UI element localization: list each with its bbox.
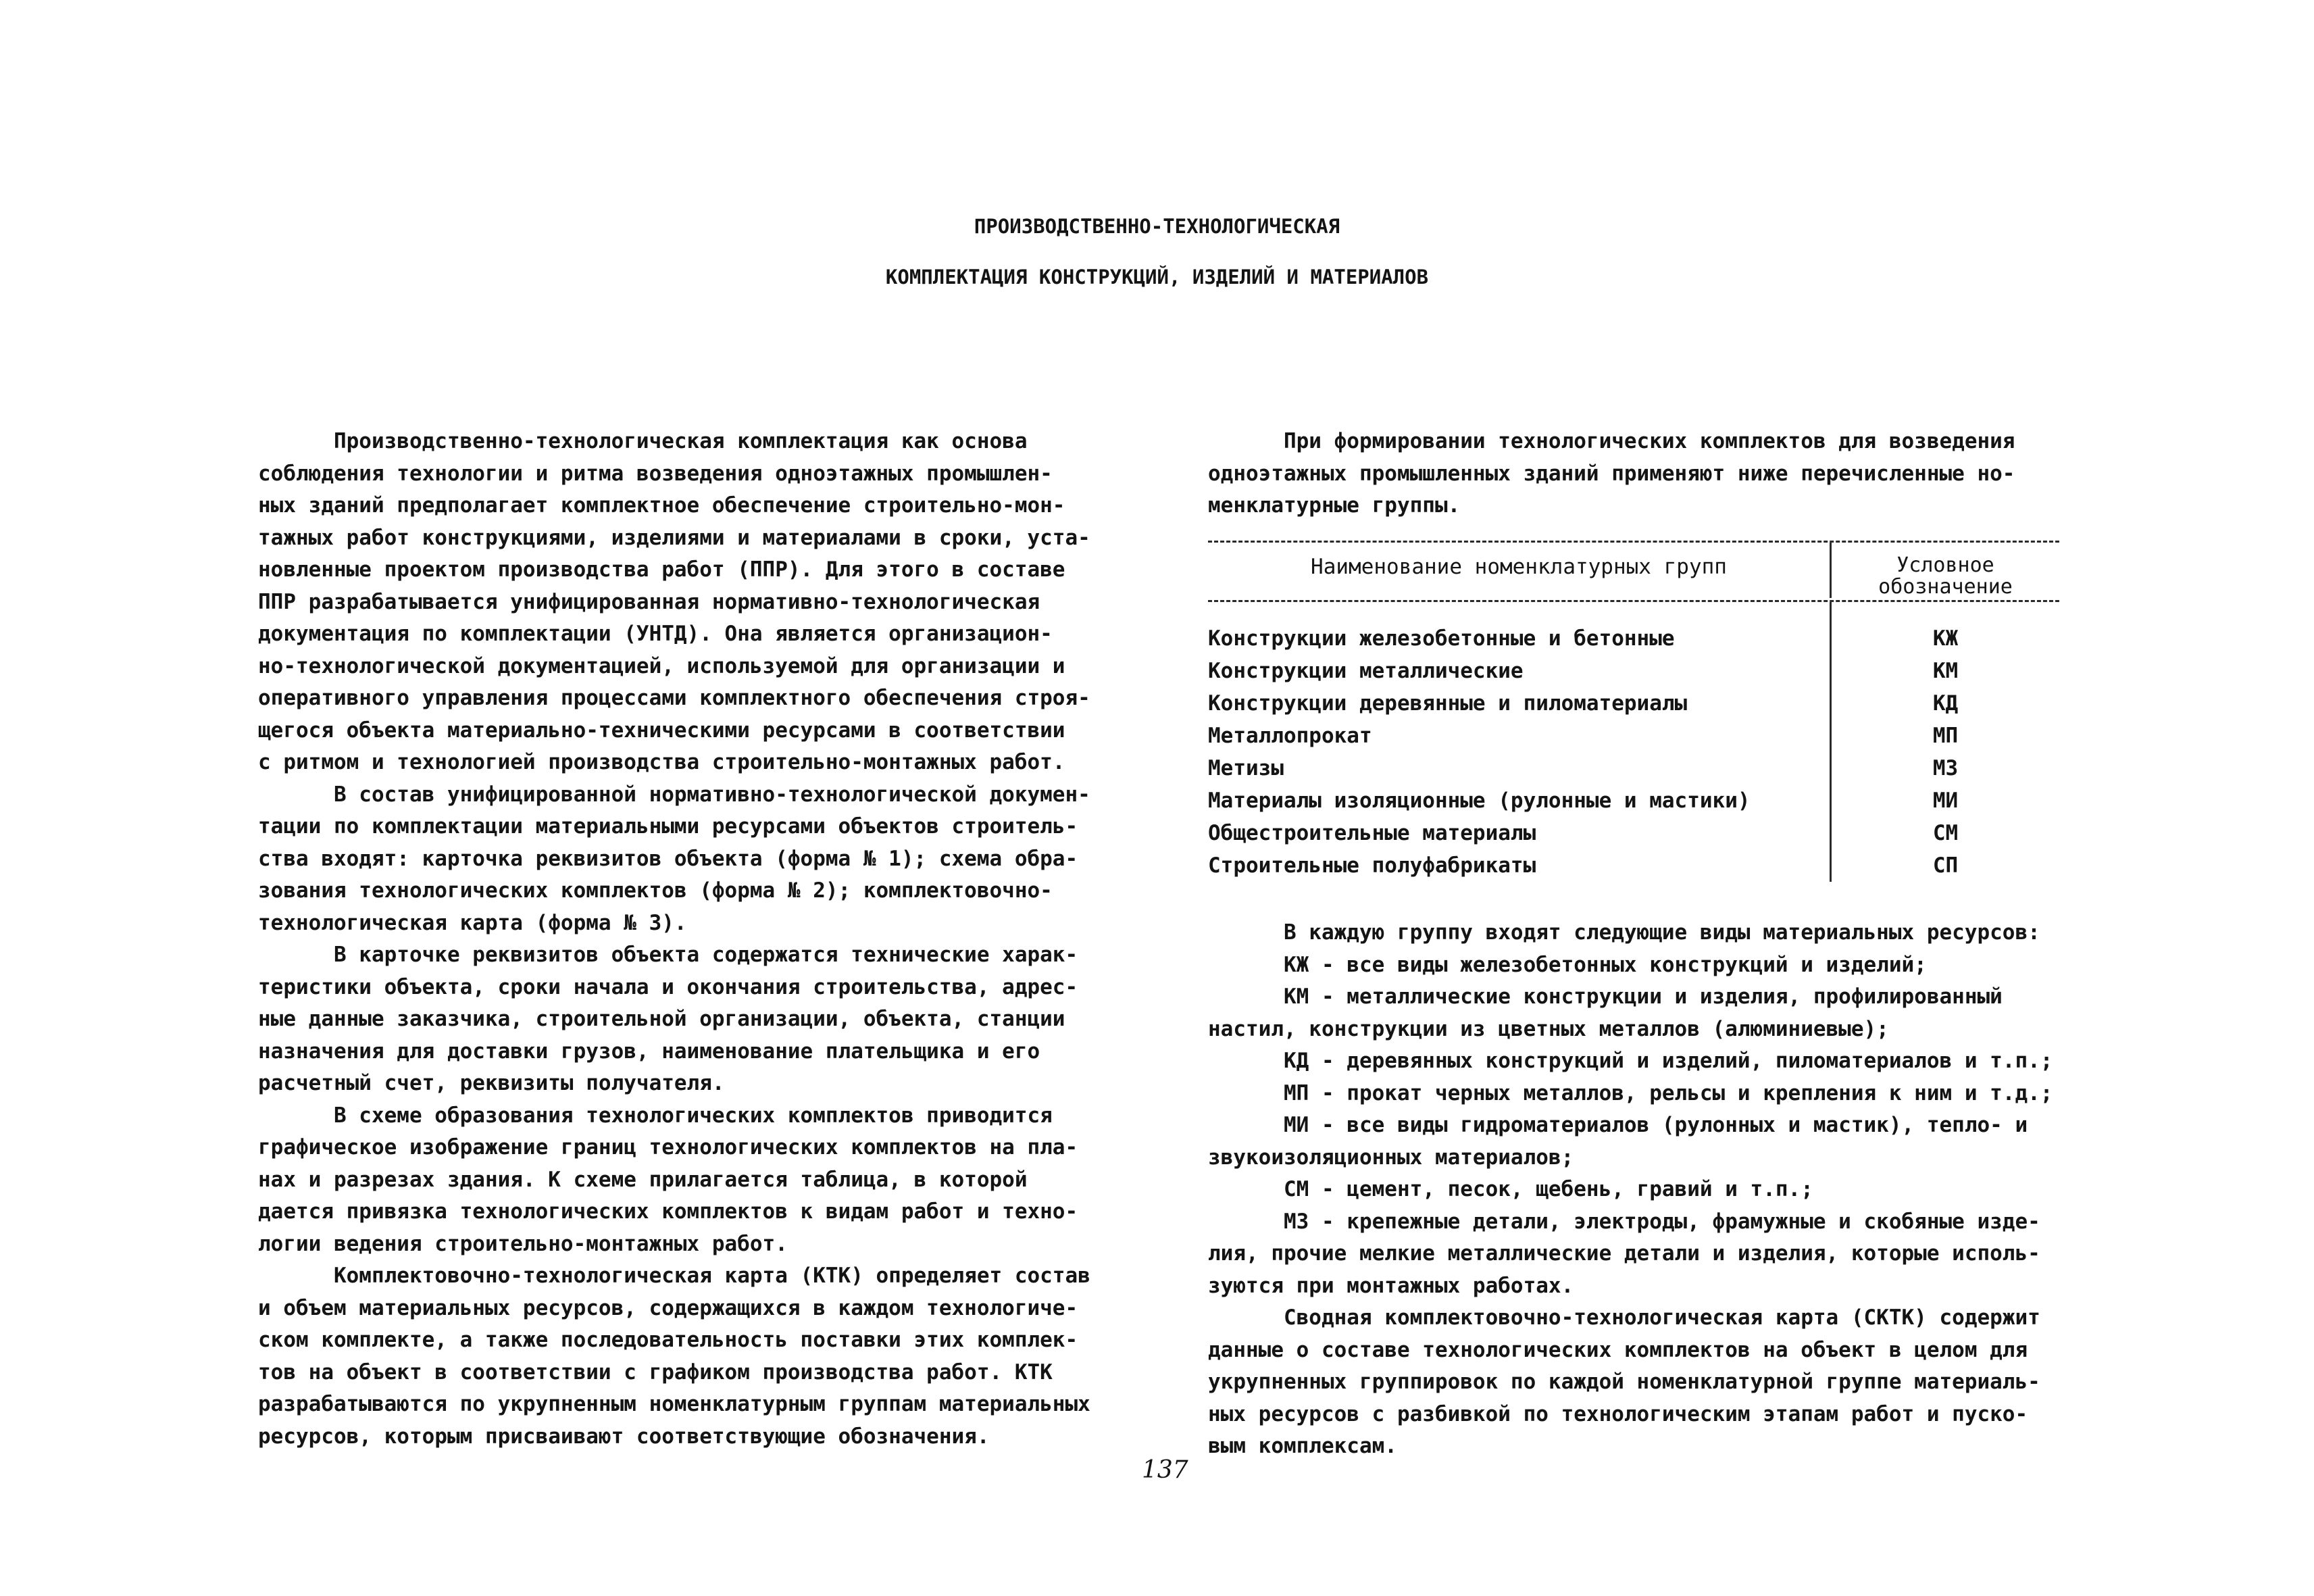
text-line: но-технологической документацией, используемой для организации и: [258, 653, 1065, 678]
text-line: ных зданий предполагает комплектное обеспечение строительно-мон-: [258, 493, 1065, 518]
text-line: с ритмом и технологией производства строительно-монтажных работ.: [258, 750, 1065, 774]
text-line: КМ - металлические конструкции и изделия, профилированный: [1208, 984, 2003, 1009]
text-line: КЖ - все виды железобетонных конструкций и изделий;: [1208, 952, 1927, 977]
text-line: графическое изображение границ технологических комплектов на пла-: [258, 1135, 1078, 1159]
left-text-column: [258, 426, 1136, 1453]
header-code-line-1: Условное: [1896, 553, 1994, 577]
right-intro-text: [1208, 426, 2086, 522]
text-line: новленные проектом производства работ (ППР). Для этого в составе: [258, 557, 1065, 582]
text-line: ресурсов, которым присваивают соответствующие обозначения.: [258, 1424, 990, 1449]
nomenclature-table: [1208, 541, 2059, 882]
table-row-name: Конструкции железобетонные и бетонные: [1208, 626, 1675, 651]
table-row-name: Металлопрокат: [1208, 724, 1372, 748]
text-line: логии ведения строительно-монтажных работ.: [258, 1231, 788, 1256]
text-line: технологическая карта (форма № 3).: [258, 910, 687, 935]
text-line: зования технологических комплектов (форма № 2); комплектовочно-: [258, 878, 1053, 903]
text-line: звукоизоляционных материалов;: [1208, 1145, 1574, 1170]
text-line: ском комплекте, а также последовательность поставки этих комплек-: [258, 1328, 1078, 1352]
text-line: зуются при монтажных работах.: [1208, 1273, 1574, 1298]
text-line: МЗ - крепежные детали, электроды, фрамужные и скобяные изде-: [1208, 1209, 2040, 1234]
header-name: Наименование номенклатурных групп: [1311, 555, 1727, 579]
table-codes-column: [1830, 602, 2059, 882]
table-row-name: Конструкции деревянные и пиломатериалы: [1208, 691, 1688, 716]
text-line: Производственно-технологическая комплектация как основа: [258, 429, 1028, 453]
table-row-name: Общестроительные материалы: [1208, 821, 1536, 845]
table-row-code: МЗ: [1932, 756, 1959, 780]
table-row-code: КЖ: [1932, 626, 1959, 651]
text-line: тов на объект в соответствии с графиком производства работ. КТК: [258, 1360, 1053, 1385]
text-line: Сводная комплектовочно-технологическая карта (СКТК) содержит: [1208, 1305, 2040, 1330]
table-row-code: МП: [1932, 724, 1959, 748]
table-row-name: Материалы изоляционные (рулонные и мастики): [1208, 789, 1751, 813]
text-line: настил, конструкции из цветных металлов (алюминиевые);: [1208, 1016, 1889, 1041]
text-line: КД - деревянных конструкций и изделий, пиломатериалов и т.п.;: [1208, 1049, 2053, 1073]
text-line: и объем материальных ресурсов, содержащихся в каждом технологиче-: [258, 1295, 1078, 1320]
table-row-code: МИ: [1932, 789, 1959, 813]
table-row-code: КД: [1932, 691, 1959, 716]
table-header: [1208, 543, 2059, 600]
text-line: менклатурные группы.: [1208, 493, 1461, 518]
table-row-code: СМ: [1932, 821, 1959, 845]
text-line: МИ - все виды гидроматериалов (рулонных и мастик), тепло- и: [1208, 1113, 2028, 1137]
text-line: оперативного управления процессами комплектного обеспечения строя-: [258, 686, 1090, 710]
text-line: расчетный счет, реквизиты получателя.: [258, 1071, 725, 1095]
text-line: дается привязка технологических комплектов к видам работ и техно-: [258, 1199, 1078, 1224]
text-line: лия, прочие мелкие металлические детали и изделия, которые исполь-: [1208, 1241, 2040, 1266]
text-line: МП - прокат черных металлов, рельсы и крепления к ним и т.д.;: [1208, 1080, 2053, 1105]
text-line: СМ - цемент, песок, щебень, гравий и т.п.;: [1208, 1177, 1813, 1201]
header-code-line-2: обозначение: [1878, 575, 2013, 599]
page-title-line-2: КОМПЛЕКТАЦИЯ КОНСТРУКЦИЙ, ИЗДЕЛИЙ И МАТЕРИАЛОВ: [885, 266, 1429, 289]
text-line: В состав унифицированной нормативно-технологической докумен-: [258, 782, 1090, 807]
text-line: документация по комплектации (УНТД). Она является организацион-: [258, 622, 1053, 646]
text-line: В схеме образования технологических комплектов приводится: [258, 1103, 1053, 1128]
table-row-name: Строительные полуфабрикаты: [1208, 853, 1536, 878]
table-body: [1208, 602, 2059, 882]
text-line: ных ресурсов с разбивкой по технологическим этапам работ и пуско-: [1208, 1401, 2028, 1426]
header-code: [1830, 543, 2059, 598]
table-row-code: СП: [1932, 853, 1959, 878]
text-line: нах и разрезах здания. К схеме прилагается таблица, в которой: [258, 1167, 1028, 1192]
text-line: назначения для доставки грузов, наименование плательщика и его: [258, 1039, 1040, 1064]
table-row-name: Конструкции металлические: [1208, 659, 1524, 683]
text-line: тажных работ конструкциями, изделиями и материалами в сроки, уста-: [258, 525, 1090, 550]
text-line: одноэтажных промышленных зданий применяют ниже перечисленные но-: [1208, 461, 2015, 486]
text-line: тации по комплектации материальными ресурсами объектов строитель-: [258, 814, 1078, 839]
page-number: 137: [1142, 1456, 1188, 1484]
table-row-name: Метизы: [1208, 756, 1284, 780]
text-line: укрупненных группировок по каждой номенклатурной группе материаль-: [1208, 1370, 2040, 1394]
text-line: данные о составе технологических комплектов на объект в целом для: [1208, 1337, 2028, 1362]
text-line: В каждую группу входят следующие виды материальных ресурсов:: [1208, 920, 2040, 945]
text-line: соблюдения технологии и ритма возведения одноэтажных промышлен-: [258, 461, 1053, 486]
text-line: вым комплексам.: [1208, 1434, 1397, 1458]
text-line: Комплектовочно-технологическая карта (КТК) определяет состав: [258, 1264, 1090, 1288]
text-line: ные данные заказчика, строительной организации, объекта, станции: [258, 1007, 1065, 1031]
text-line: разрабатываются по укрупненным номенклатурным группам материальных: [258, 1392, 1090, 1416]
right-lower-text: [1208, 917, 2086, 1463]
text-line: щегося объекта материально-техническими ресурсами в соответствии: [258, 718, 1065, 743]
table-names-column: [1208, 602, 1830, 882]
text-line: ства входят: карточка реквизитов объекта (форма № 1); схема обра-: [258, 846, 1078, 871]
text-line: В карточке реквизитов объекта содержатся технические харак-: [258, 943, 1078, 967]
table-row-code: КМ: [1932, 659, 1959, 683]
page-title-line-1: ПРОИЗВОДСТВЕННО-ТЕХНОЛОГИЧЕСКАЯ: [974, 215, 1340, 238]
text-line: теристики объекта, сроки начала и окончания строительства, адрес-: [258, 974, 1078, 999]
text-line: ППР разрабатывается унифицированная нормативно-технологическая: [258, 589, 1040, 614]
text-line: При формировании технологических комплектов для возведения: [1208, 429, 2015, 453]
